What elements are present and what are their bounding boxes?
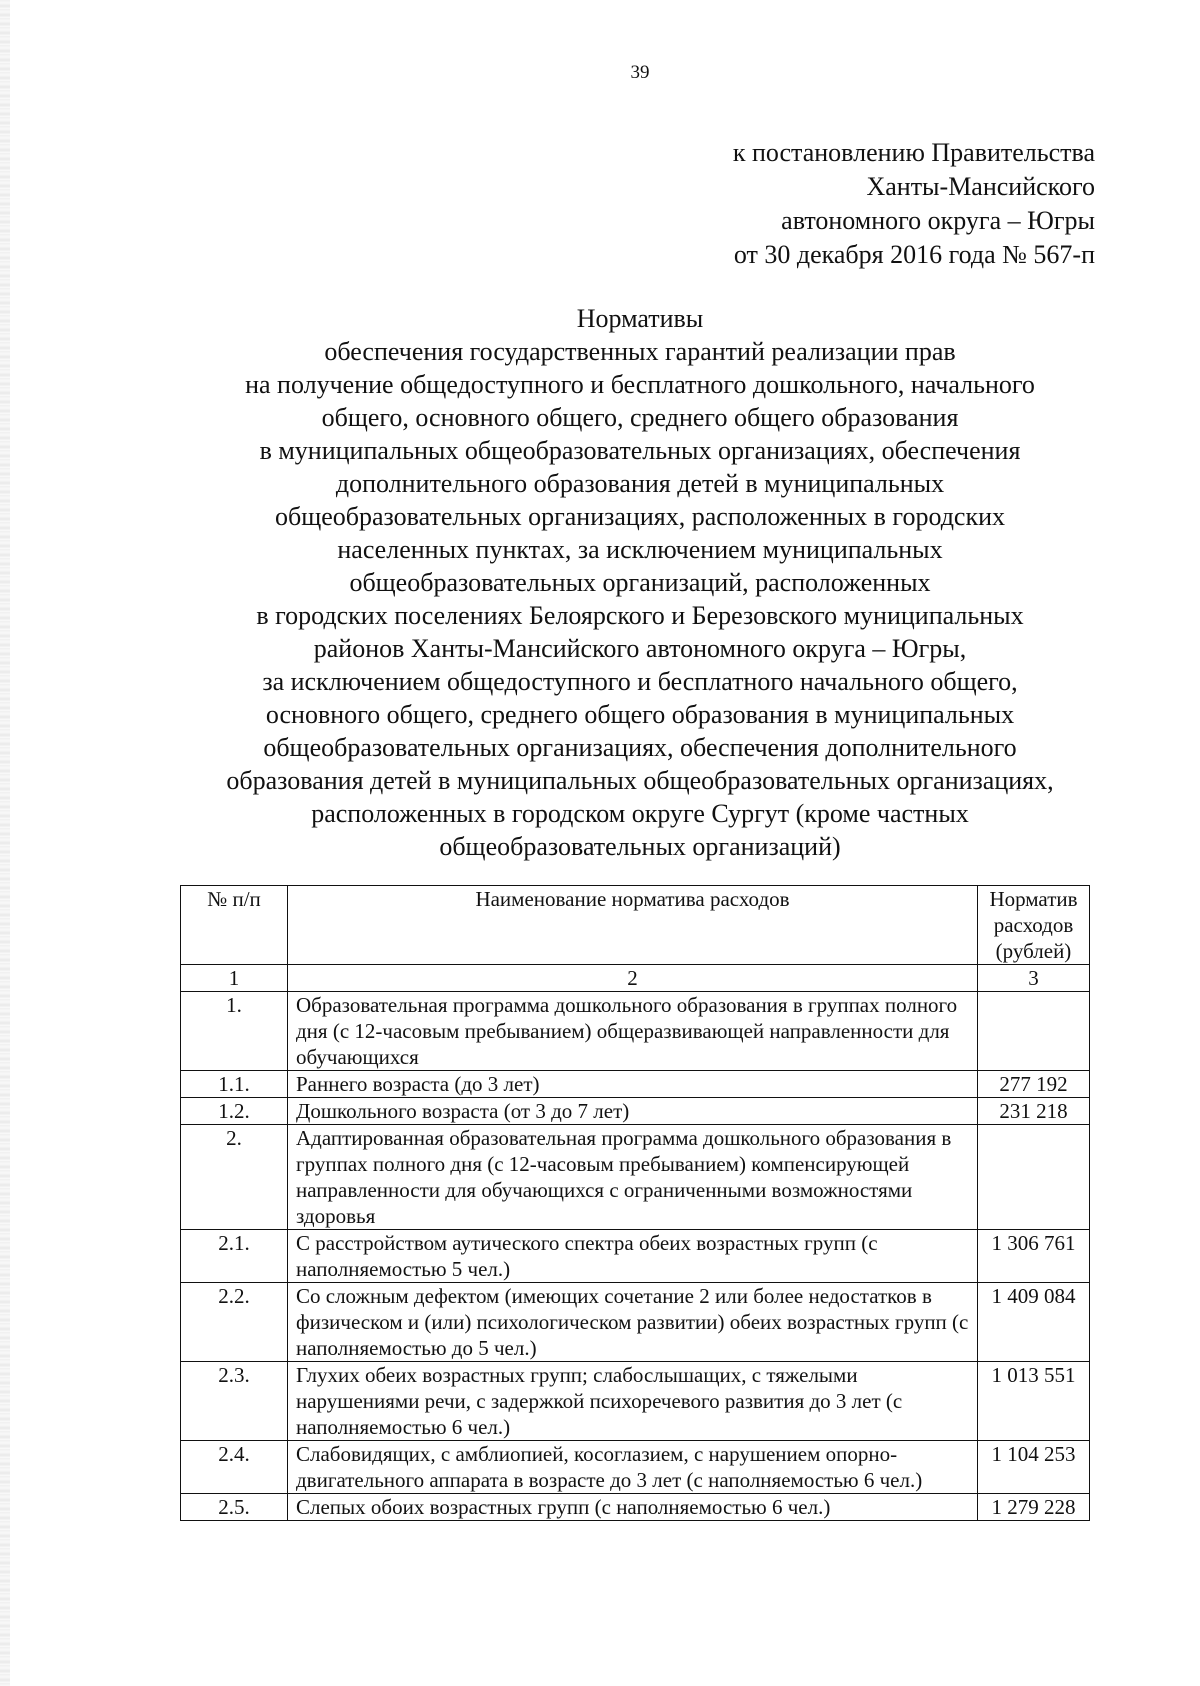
title-line: за исключением общедоступного и бесплатного начального общего, [262, 667, 1018, 696]
header-name: Наименование норматива расходов [288, 886, 978, 965]
title-line: общеобразовательных организаций, расположенных [349, 568, 931, 597]
row-name: Слепых обоих возрастных групп (с наполняемостью 6 чел.) [288, 1494, 978, 1521]
row-name: Слабовидящих, с амблиопией, косоглазием, с нарушением опорно-двигательного аппарата в возрасте до 3 лет (с наполняемостью 6 чел.) [288, 1441, 978, 1494]
addressee-line: к постановлению Правительства [732, 138, 1095, 167]
table-row [181, 1441, 1090, 1494]
title-line: дополнительного образования детей в муниципальных [335, 469, 945, 498]
row-name: Раннего возраста (до 3 лет) [288, 1071, 978, 1098]
row-name: Дошкольного возраста (от 3 до 7 лет) [288, 1098, 978, 1125]
row-value [978, 992, 1090, 1071]
addressee-line: от 30 декабря 2016 года № 567-п [733, 240, 1095, 269]
row-num: 1. [181, 992, 288, 1071]
table-row [181, 1230, 1090, 1283]
title-heading: Нормативы [576, 304, 704, 333]
index-cell: 3 [978, 965, 1090, 992]
title-line: общеобразовательных организациях, обеспечения дополнительного [263, 733, 1017, 762]
index-cell: 1 [181, 965, 288, 992]
title-line: обеспечения государственных гарантий реализации прав [324, 337, 956, 366]
header-value: Норматив расходов (рублей) [978, 886, 1090, 965]
row-name: Глухих обеих возрастных групп; слабослышащих, с тяжелыми нарушениями речи, с задержкой психоречевого развития до 3 лет (с наполняемостью 6 чел.) [288, 1362, 978, 1441]
document-title [150, 302, 1130, 863]
addressee-block [733, 136, 1095, 272]
row-value [978, 1125, 1090, 1230]
table-row [181, 1125, 1090, 1230]
title-line: районов Ханты-Мансийского автономного округа – Югры, [313, 634, 967, 663]
row-name: С расстройством аутического спектра обеих возрастных групп (с наполняемостью 5 чел.) [288, 1230, 978, 1283]
table-row [181, 1098, 1090, 1125]
row-name: Адаптированная образовательная программа дошкольного образования в группах полного дня (с 12-часовым пребыванием) компенсирующей направленности для обучающихся с ограниченными возможностями здоровья [288, 1125, 978, 1230]
row-value: 1 104 253 [978, 1441, 1090, 1494]
row-value: 1 013 551 [978, 1362, 1090, 1441]
row-num: 2.3. [181, 1362, 288, 1441]
norms-table [180, 885, 1090, 1521]
table-header-row [181, 886, 1090, 965]
table-index-row [181, 965, 1090, 992]
row-num: 2.5. [181, 1494, 288, 1521]
title-line: в муниципальных общеобразовательных организациях, обеспечения [259, 436, 1021, 465]
row-num: 1.1. [181, 1071, 288, 1098]
table-row [181, 1362, 1090, 1441]
title-line: расположенных в городском округе Сургут (кроме частных [311, 799, 969, 828]
title-line: в городских поселениях Белоярского и Березовского муниципальных [256, 601, 1024, 630]
row-value: 1 279 228 [978, 1494, 1090, 1521]
title-line: основного общего, среднего общего образования в муниципальных [265, 700, 1015, 729]
row-num: 2.4. [181, 1441, 288, 1494]
table-row [181, 1494, 1090, 1521]
addressee-line: автономного округа – Югры [781, 206, 1095, 235]
scan-edge-artifact [0, 0, 10, 1686]
row-name: Образовательная программа дошкольного образования в группах полного дня (с 12-часовым пребыванием) общеразвивающей направленности для обучающихся [288, 992, 978, 1071]
title-line: общеобразовательных организациях, расположенных в городских [274, 502, 1006, 531]
title-line: общего, основного общего, среднего общего образования [321, 403, 959, 432]
row-value: 231 218 [978, 1098, 1090, 1125]
row-value: 1 409 084 [978, 1283, 1090, 1362]
header-num: № п/п [181, 886, 288, 965]
index-cell: 2 [288, 965, 978, 992]
row-value: 277 192 [978, 1071, 1090, 1098]
addressee-line: Ханты-Мансийского [866, 172, 1095, 201]
table-row [181, 1283, 1090, 1362]
row-num: 2.1. [181, 1230, 288, 1283]
row-num: 2. [181, 1125, 288, 1230]
title-line: общеобразовательных организаций) [439, 832, 841, 861]
row-num: 2.2. [181, 1283, 288, 1362]
row-name: Со сложным дефектом (имеющих сочетание 2 или более недостатков в физическом и (или) психологическом развитии) обеих возрастных групп (с наполняемостью до 5 чел.) [288, 1283, 978, 1362]
table-row [181, 1071, 1090, 1098]
row-num: 1.2. [181, 1098, 288, 1125]
page-number: 39 [630, 62, 650, 83]
title-line: образования детей в муниципальных общеобразовательных организациях, [226, 766, 1054, 795]
table-row [181, 992, 1090, 1071]
title-line: на получение общедоступного и бесплатного дошкольного, начального [245, 370, 1035, 399]
title-line: населенных пунктах, за исключением муниципальных [337, 535, 943, 564]
row-value: 1 306 761 [978, 1230, 1090, 1283]
